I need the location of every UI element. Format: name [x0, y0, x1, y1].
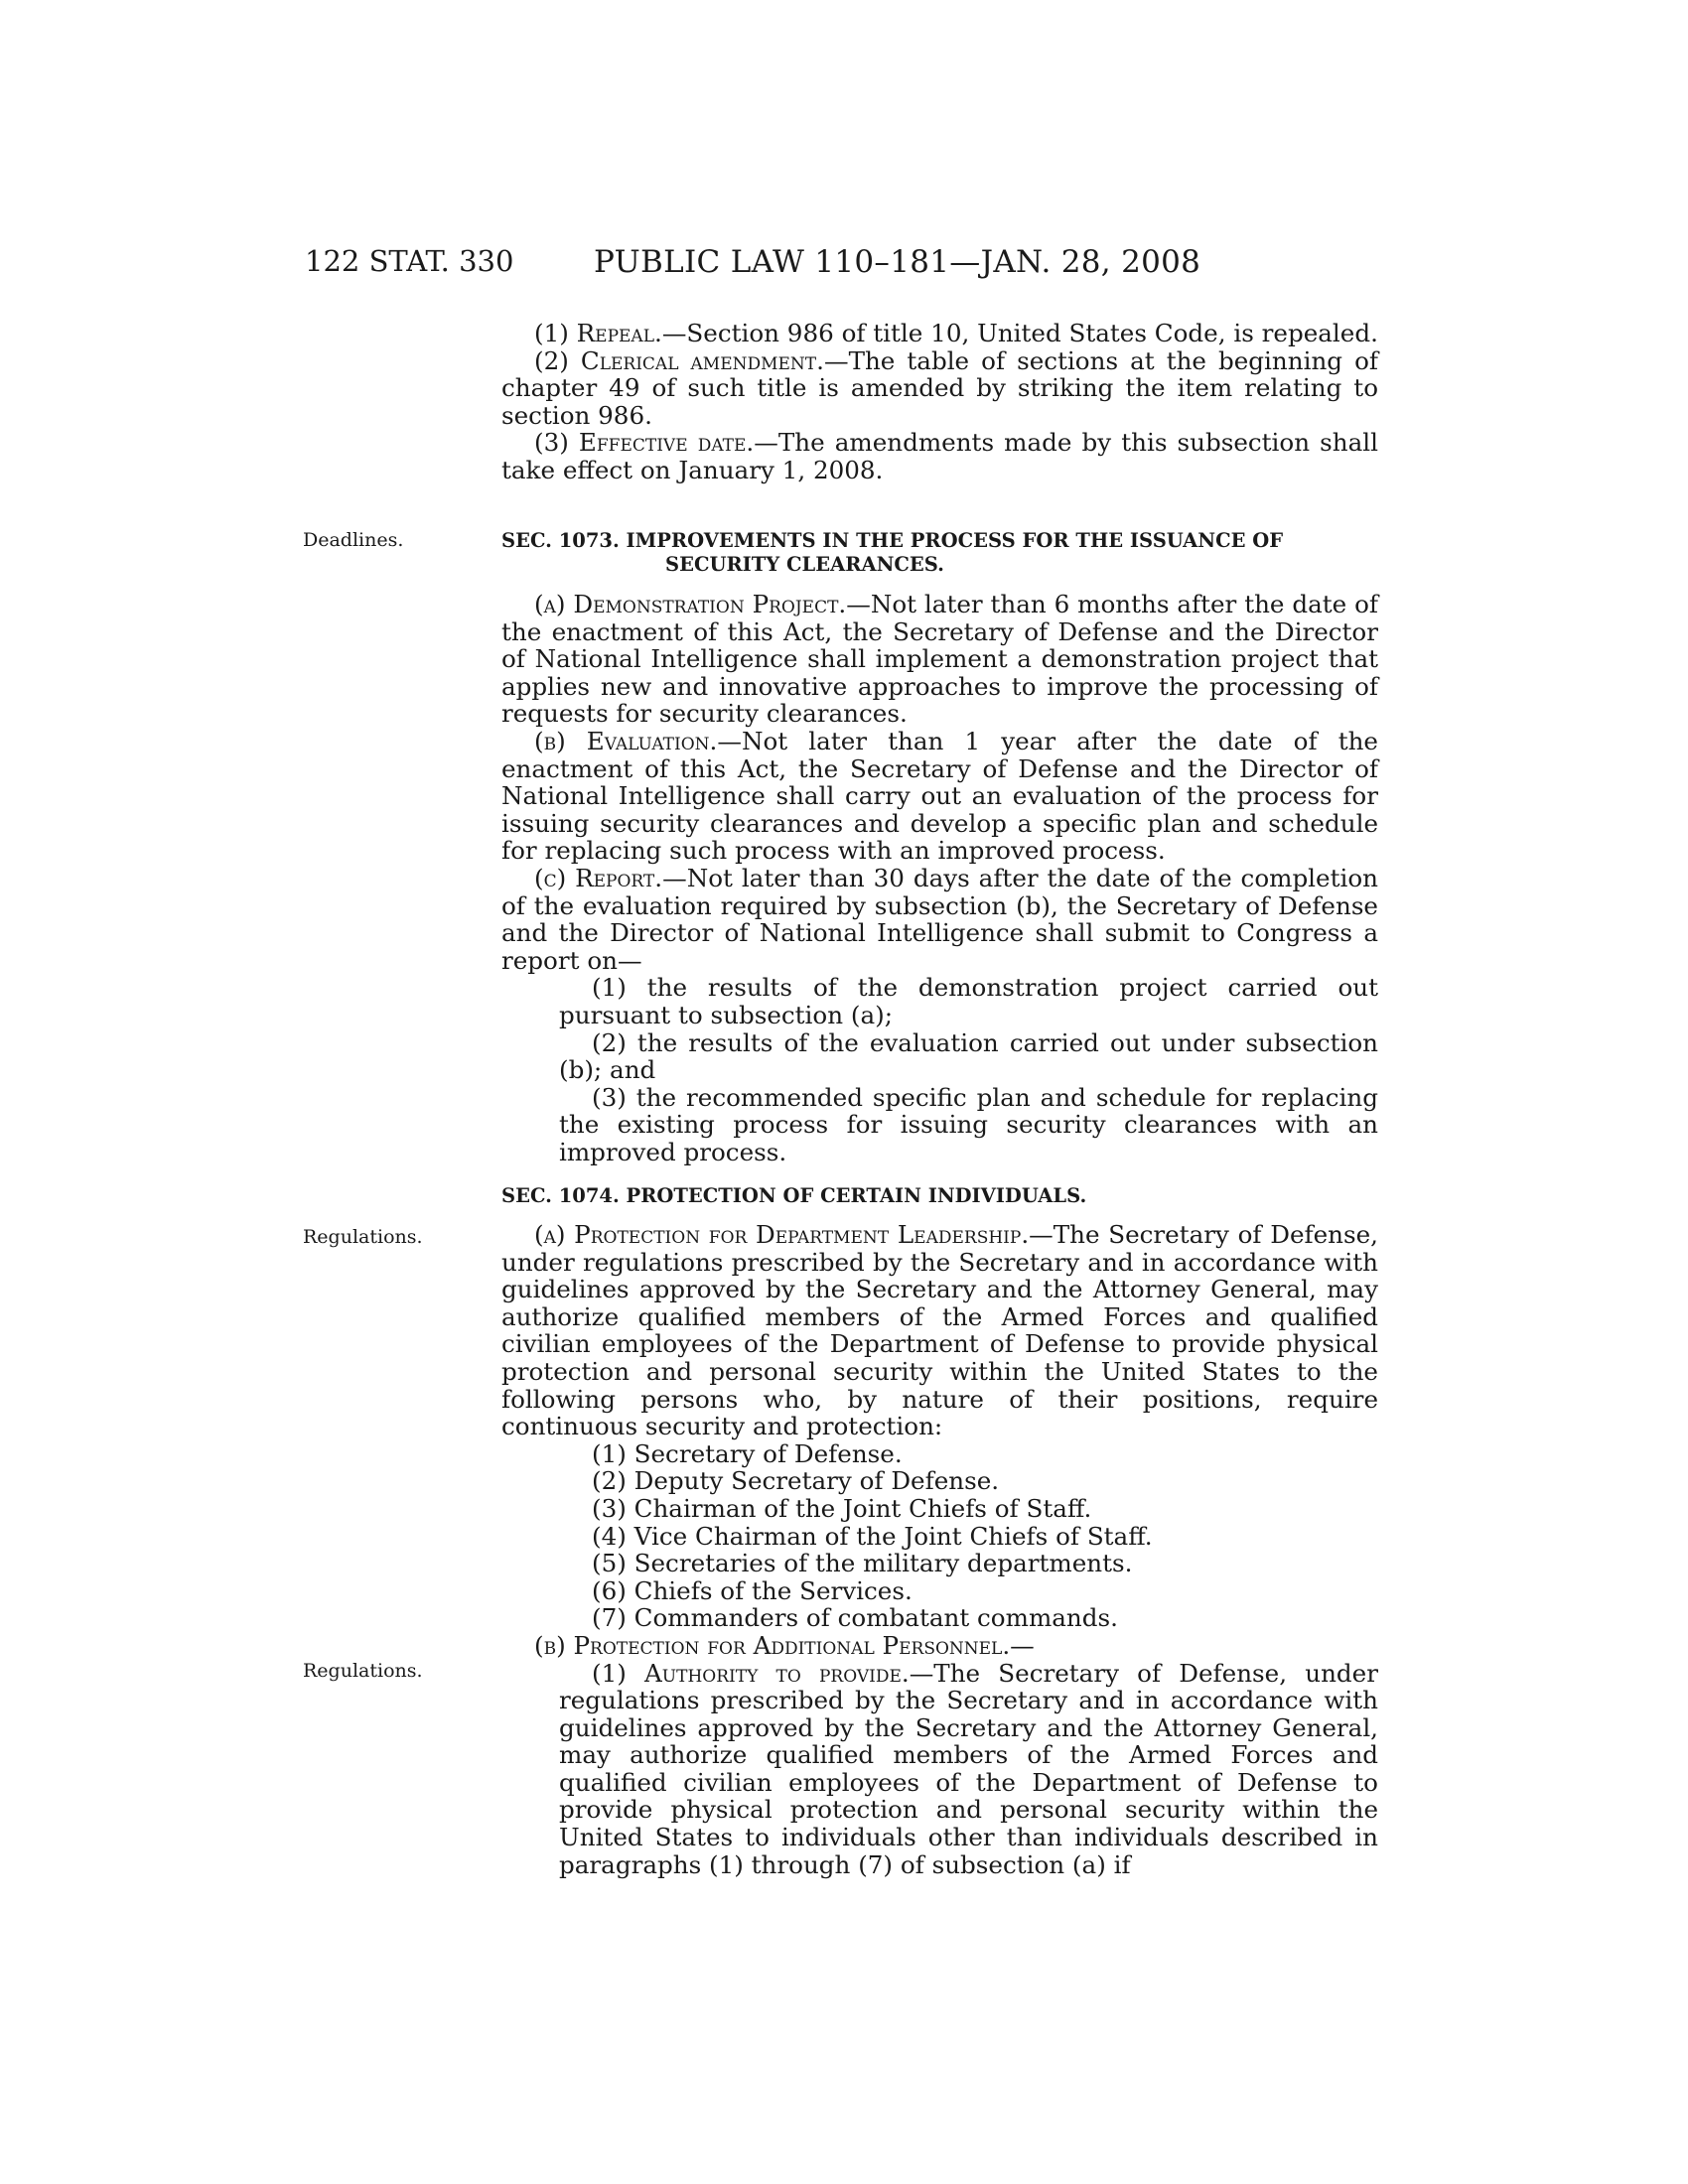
repeal-block	[501, 320, 1378, 484]
section-1073-heading	[501, 529, 1378, 577]
subsection-text: —Not later than 1 year after the date of the enactment of this Act, the Secretary of Defense and the Director of National Intelligence shall carry out an evaluation of the process for issuing security clearances and develop a specific plan and schedule for replacing such process with an improved process.	[501, 726, 1378, 866]
paragraph	[501, 320, 1378, 347]
paragraph-label: (1) Authority to provide.	[592, 1658, 910, 1688]
paragraph-text: —The amendments made by this subsection shall take effect on January 1, 2008.	[501, 428, 1378, 484]
subsection	[501, 1221, 1378, 1440]
margin-note-deadlines: Deadlines.	[303, 529, 404, 551]
list-item: (7) Commanders of combatant commands.	[592, 1603, 1118, 1633]
subsection	[501, 1632, 1378, 1660]
section-heading-line: SECURITY CLEARANCES.	[665, 553, 944, 576]
paragraph-label: (2) Clerical amendment.	[534, 345, 824, 375]
subsection	[501, 865, 1378, 974]
subsection-text: —The Secretary of Defense, under regulations prescribed by the Secretary and in accordance with guidelines approved by the Secretary and the Attorney General, may authorize qualified members of the Armed Forces and qualified civilian employees of the Department of Defense to provide physical protection and personal security within the United States to the following persons who, by nature of their positions, require continuous security and protection:	[501, 1220, 1378, 1441]
subsection-label: (a) Demonstration Project.	[534, 590, 847, 618]
subsection-label: (a) Protection for Department Leadership.	[534, 1220, 1030, 1249]
public-law-title: PUBLIC LAW 110–181—JAN. 28, 2008	[594, 244, 1201, 280]
list-item: (2) Deputy Secretary of Defense.	[592, 1466, 1000, 1496]
paragraph	[501, 429, 1378, 483]
list-item: (2) the results of the evaluation carried out under subsection (b); and	[559, 1027, 1378, 1085]
list-item: (6) Chiefs of the Services.	[592, 1575, 913, 1605]
section-1073-body	[501, 591, 1378, 1165]
list-item: (3) the recommended specific plan and schedule for replacing the existing process for issuing security clearances with an improved process.	[559, 1082, 1378, 1166]
list-item: (5) Secretaries of the military departments.	[592, 1549, 1133, 1578]
page-header	[0, 244, 1688, 284]
paragraph-text: —The table of sections at the beginning of chapter 49 of such title is amended by striking the item relating to section 986.	[501, 345, 1378, 430]
margin-note-regulations: Regulations.	[303, 1226, 423, 1248]
paragraph-label: (3) Effective date.	[534, 428, 755, 458]
list-item: (4) Vice Chairman of the Joint Chiefs of Staff.	[592, 1521, 1153, 1551]
paragraph-text: —Section 986 of title 10, United States Code, is repealed.	[661, 319, 1378, 347]
section-1074-body	[501, 1221, 1378, 1878]
paragraph-label: (1) Repeal.	[534, 319, 662, 347]
paragraph	[559, 1660, 1378, 1879]
margin-note-regulations: Regulations.	[303, 1660, 423, 1682]
list-item: (3) Chairman of the Joint Chiefs of Staff.	[592, 1493, 1092, 1523]
subsection	[501, 591, 1378, 728]
subsection-label: (c) Report.	[534, 863, 663, 892]
subsection-text: —Not later than 6 months after the date of the enactment of this Act, the Secretary of Defense and the Director of National Intelligence shall implement a demonstration project that applies new and innovative approaches to improve the processing of requests for security clearances.	[501, 590, 1378, 729]
protected-persons-list	[559, 1440, 1378, 1632]
paragraph	[501, 347, 1378, 430]
section-1074-heading: SEC. 1074. PROTECTION OF CERTAIN INDIVIDUALS.	[501, 1184, 1087, 1207]
subsection-label: (b) Evaluation.	[534, 726, 718, 755]
subsection-dash: —	[1010, 1630, 1035, 1660]
subsection-label: (b) Protection for Additional Personnel.	[534, 1630, 1011, 1660]
subsection	[501, 728, 1378, 865]
list-item: (1) the results of the demonstration project carried out pursuant to subsection (a);	[559, 973, 1378, 1029]
section-heading-line: SEC. 1073. IMPROVEMENTS IN THE PROCESS FOR THE ISSUANCE OF	[501, 529, 1284, 552]
statute-page-reference: 122 STAT. 330	[305, 244, 514, 278]
paragraph-text: —The Secretary of Defense, under regulations prescribed by the Secretary and in accordance with guidelines approved by the Secretary and the Attorney General, may authorize qualified members of the Armed Forces and qualified civilian employees of the Department of Defense to provide physical protection and personal security within the United States to individuals other than individuals described in paragraphs (1) through (7) of subsection (a) if	[559, 1658, 1378, 1879]
list-item: (1) Secretary of Defense.	[592, 1438, 903, 1468]
subsection-text: —Not later than 30 days after the date of the completion of the evaluation required by subsection (b), the Secretary of Defense and the Director of National Intelligence shall submit to Congress a report on—	[501, 863, 1378, 975]
